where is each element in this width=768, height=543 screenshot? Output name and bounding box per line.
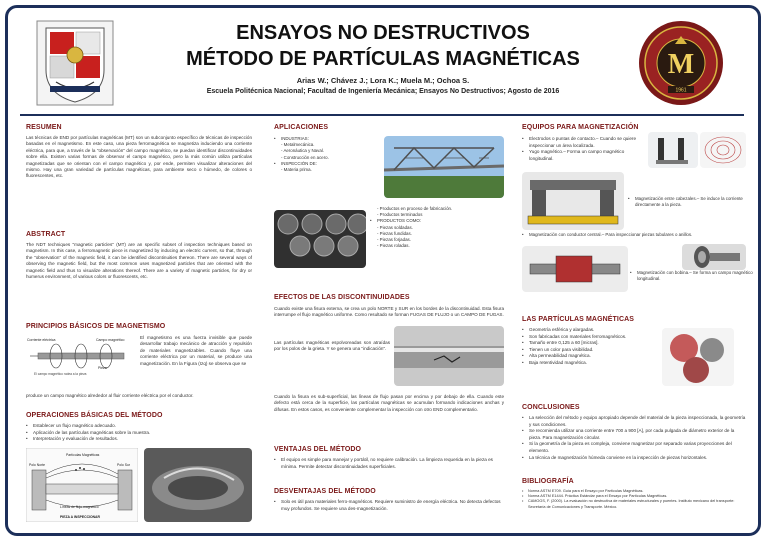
magnetic-field-diagram xyxy=(26,335,136,377)
flux-lines-diagram xyxy=(26,448,138,522)
aplicaciones-item: - Piezas soldadas. xyxy=(377,224,413,230)
section-particulas xyxy=(522,316,746,367)
authors: Arias W.; Chávez J.; Lora K.; Muela M.; Ochoa S. xyxy=(296,76,470,85)
particulas-item: • Tienen un color para visibilidad. xyxy=(522,347,652,354)
section-operaciones xyxy=(26,412,252,519)
bibliografia-item: • Norma ASTM E1444. Práctica Estándar para el Ensayo por Partículas Magnéticas. xyxy=(522,494,668,499)
efectos-text-2: Las partículas magnéticas espolvoreadas son atraídas por los polos de la grieta. Y se genera una "indicación". xyxy=(274,340,390,352)
efectos-text-1: Cuando existe una fisura externa, se crea un polo NORTE y SUR en los bordes de la discontinuidad. Esta fisura interrumpe el flujo magnético uniforme. Como resultado se forman FUGAS DE FLUJO o un CAMPO DE FUGAS. xyxy=(274,306,504,318)
fig-label-field: Campo magnético xyxy=(96,338,125,342)
efectos-text-3: Cuando la fisura es sub-superficial, las líneas de flujo pasan por encima y por debajo de ella. Cuando este defecto está cerca de la superficie, las partículas magnéticas se acumulan formando indicaciones anchas y difusas. En estos casos, es conveniente complementar la inspección con otro END complementario. xyxy=(274,394,504,412)
poster xyxy=(5,5,761,536)
particulas-heading: LAS PARTÍCULAS MAGNÉTICAS xyxy=(522,316,635,323)
aplicaciones-item: - Materia prima. xyxy=(281,167,312,173)
bibliografia-heading: BIBLIOGRAFÍA xyxy=(522,478,574,485)
aplicaciones-item: - Construcción en acero. xyxy=(281,154,329,160)
principios-text-side: El magnetismo es una fuerza invisible que puede desarrollar trabajo mecánico de atracción y repulsión de materiales magnetizables. Cuando fluye una corriente eléctrica por un material, se produce una magnetización. En la Figura (Izq) se observa que se xyxy=(140,335,252,366)
equipos-heading: EQUIPOS PARA MAGNETIZACIÓN xyxy=(522,124,639,131)
equipos-item-cabezales: • Magnetización entre cabezales.– Se induce la corriente directamente a la pieza. xyxy=(628,196,743,208)
conclusiones-heading: CONCLUSIONES xyxy=(522,404,580,411)
fig-label-flux: Líneas de flujo magnético xyxy=(60,505,99,509)
conclusiones-item: • La técnica de magnetización húmeda conviene en la inspección de piezas horizontales. xyxy=(522,455,746,462)
fig-label-north: Polo Norte xyxy=(29,463,46,467)
ventajas-item: • El equipo es simple para manejar y portátil, no requiere calibración. La limpieza requerida en la pieza es mínima. Permite detectar discontinuidades superficiales. xyxy=(274,457,504,470)
abstract-heading: ABSTRACT xyxy=(26,231,66,238)
aplicaciones-item: • INSPECCIÓN DE: xyxy=(274,160,317,166)
ventajas-list xyxy=(274,457,504,470)
desventajas-item: • Solo es útil para materiales ferro-magnéticos. Requiere suministro de energía eléctrica. No detecta defectos muy profundos. Se requiere una des-magnetización. xyxy=(274,499,504,512)
university-shield-logo xyxy=(36,20,114,106)
yoke-photo xyxy=(522,172,624,230)
fig-label-south: Polo Sur xyxy=(117,463,131,467)
particulas-item: • Baja retentividad magnética. xyxy=(522,360,652,367)
section-equipos xyxy=(522,124,753,282)
aplicaciones-heading: APLICACIONES xyxy=(274,124,329,131)
particulas-item: • Alta permeabilidad magnética. xyxy=(522,353,652,360)
aplicaciones-item: - Productos en proceso de fabricación. xyxy=(377,206,453,211)
equipos-item-bobina: • Magnetización con bobina.– Se forma un campo magnético longitudinal. xyxy=(630,270,753,282)
aplicaciones-item: - Metalmecánica. xyxy=(281,142,315,148)
operaciones-item: • Aplicación de las partículas magnéticas sobre la muestra. xyxy=(26,430,252,437)
particulas-list xyxy=(522,327,652,367)
affiliation: Escuela Politécnica Nacional; Facultad de Ingeniería Mecánica; Ensayos No Destructivos; Agosto de 2016 xyxy=(206,88,560,95)
conclusiones-item: • Se recomienda utilizar una corriente entre 700 a 900 [A], por cada pulgada de diámetro exterior de la pieza. Para magnetización circular. xyxy=(522,428,746,441)
equipos-item: • Yugo magnético.– Forma un campo magnético longitudinal. xyxy=(522,149,642,162)
particulas-item: • Tamaño entre 0,125 a 60 [micras]. xyxy=(522,340,652,347)
section-desventajas xyxy=(274,488,504,512)
aplicaciones-list-left xyxy=(274,136,384,173)
ventajas-heading: VENTAJAS DEL MÉTODO xyxy=(274,446,362,453)
aplicaciones-item: - Piezas fundidas. xyxy=(377,230,412,236)
inspection-photo xyxy=(144,448,252,522)
faculty-emblem-logo xyxy=(638,20,724,106)
conclusiones-item: • La selección del método y equipo apropiado depende del material de la pieza inspeccionada, la geometría y sus condiciones. xyxy=(522,415,746,428)
principios-heading: PRINCIPIOS BÁSICOS DE MAGNETISMO xyxy=(26,323,166,330)
operaciones-list xyxy=(26,423,252,443)
equipos-item: • Electrodos o puntas de contacto.– Cuando se quiere inspeccionar un área localizada. xyxy=(522,136,642,149)
coil-photo xyxy=(682,244,746,270)
fig-label-current: Corriente eléctrica xyxy=(27,338,56,342)
section-ventajas xyxy=(274,446,504,470)
central-conductor-photo xyxy=(522,246,628,292)
aplicaciones-list-right xyxy=(370,206,504,249)
conclusiones-list xyxy=(522,415,746,461)
header-divider xyxy=(20,114,744,116)
section-bibliografia xyxy=(522,478,746,510)
emblem-letter: M xyxy=(667,49,695,80)
electrodes-photo xyxy=(648,132,698,168)
equipos-item-conductor: • Magnetización con conductor central.– Para inspeccionar piezas tubulares o anillos. xyxy=(522,232,693,237)
section-conclusiones xyxy=(522,404,746,461)
conclusiones-item: • Si la geometría de la pieza es compleja, conviene magnetizar por separado varias proyecciones del elemento. xyxy=(522,441,746,454)
desventajas-heading: DESVENTAJAS DEL MÉTODO xyxy=(274,488,376,495)
aplicaciones-item: • PRODUCTOS COMO: xyxy=(370,218,422,224)
aplicaciones-item: - Productos terminados xyxy=(377,212,423,218)
particulas-item: • Geometría esférica y alargadas. xyxy=(522,327,652,334)
fig-caption: El campo magnético rodea a la pieza xyxy=(34,372,87,376)
section-aplicaciones xyxy=(274,124,504,249)
abstract-text: The NDT techniques "magnetic particles" (MT) are an specific subset of inspection techniques based on magnetism. In this case, a ferromagnetic piece is magnetized by inducing an electric current, so that, through the "observation" of the magnetic field, it can be identified discontinuities thereon. There are several ways of observing the magnetic field, but the most common uses magnetized particles that are oriented with the magnetic field and thus to visualize alterations thereof. There are a variety of magnetic particles, for dry or humerus environment, of various colors or fluorescents, etc. xyxy=(26,242,252,280)
operaciones-heading: OPERACIONES BÁSICAS DEL MÉTODO xyxy=(26,412,163,419)
section-efectos xyxy=(274,294,504,412)
fig-label-piece: Pieza xyxy=(98,366,107,370)
fig-label-inspect: PIEZA A INSPECCIONAR xyxy=(60,515,100,519)
poster-title-line-2: MÉTODO DE PARTÍCULAS MAGNÉTICAS xyxy=(186,48,580,70)
aplicaciones-item: - Piezas forjadas. xyxy=(377,237,411,243)
equipos-list-top xyxy=(522,136,642,162)
operaciones-item: • Establecer un flujo magnético adecuado. xyxy=(26,423,252,430)
bibliografia-item: • Norma ASTM E709. Guía para el Ensayo por Partículas Magnéticas. xyxy=(522,489,644,493)
emblem-year: 1961 xyxy=(675,87,687,94)
desventajas-list xyxy=(274,499,504,512)
section-resumen xyxy=(26,124,252,180)
principios-text-full: produce un campo magnético alrededor al fluir corriente eléctrica por el conductor. xyxy=(26,393,194,398)
bibliografia-item: • CAMOGS, F. (2000). La evaluación no destructiva de materiales estructurales y puentes. Instituto mexicano del transporte: Secretaría de Comunicaciones y Transporte. México. xyxy=(522,499,735,509)
resumen-text: Las técnicas de END por partículas magnéticas (MT) son un subconjunto específico de técnicas de inspección basadas en el magnetismo. En este caso, una pieza ferromagnética se magnetiza induciendo una corriente eléctrica, para que, a través de la "observación" del campo magnético, se puedan identificar discontinuidades sobre ella. Existen varias formas de observar el campo magnético, pero la más común utiliza partículas magnetizadas que se orientan con el campo magnético y, por ende, permiten visualizar alteraciones del mismo. Hay una gran variedad de partículas magnéticas, para ambiente seco o húmedo, de colores o fluorescentes, etc. xyxy=(26,135,252,179)
particles-photo xyxy=(662,328,734,386)
crack-indication-photo xyxy=(394,326,504,386)
aplicaciones-item: • INDUSTRIAS: xyxy=(274,136,309,141)
fig-label-particles: Partículas Magnéticas xyxy=(66,453,100,457)
aplicaciones-item: - Piezas roladas. xyxy=(377,243,410,249)
efectos-heading: EFECTOS DE LAS DISCONTINUIDADES xyxy=(274,294,410,301)
field-lines-photo xyxy=(700,132,746,168)
section-abstract xyxy=(26,231,252,280)
section-principios xyxy=(26,323,252,398)
poster-header xyxy=(8,8,758,112)
bibliografia-list xyxy=(522,489,746,510)
pipes-photo xyxy=(274,210,366,268)
bridge-photo xyxy=(384,136,504,198)
aplicaciones-item: - Aeronáutica y Naval. xyxy=(281,148,324,154)
resumen-heading: RESUMEN xyxy=(26,124,62,131)
operaciones-item: • Interpretación y evaluación de resultados. xyxy=(26,436,252,443)
poster-title-line-1: ENSAYOS NO DESTRUCTIVOS xyxy=(236,22,530,44)
particulas-item: • Son fabricadas con materiales ferromagnéticos. xyxy=(522,334,652,341)
